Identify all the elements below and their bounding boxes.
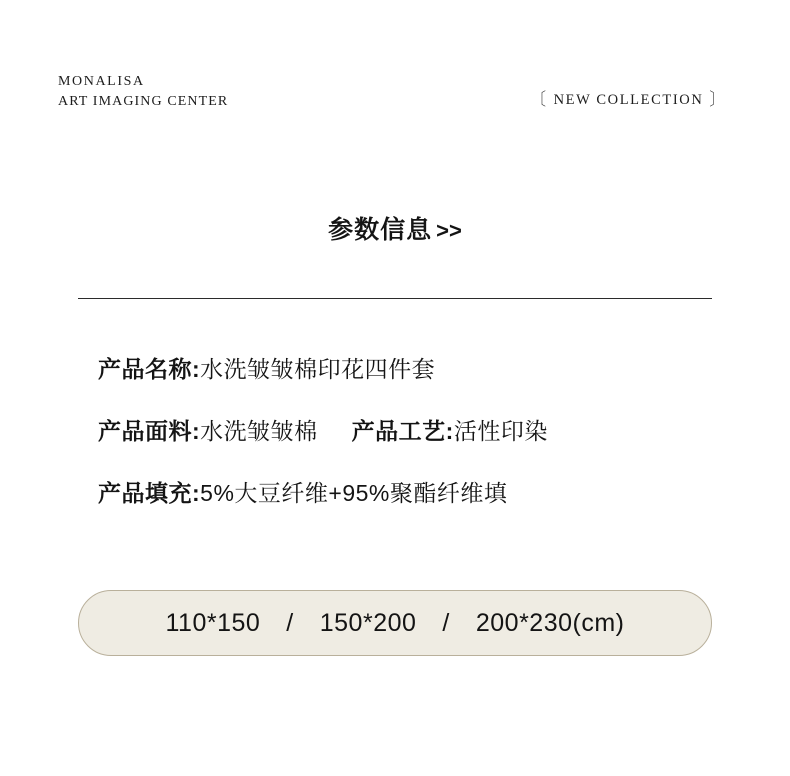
bracket-right: 〕 — [709, 91, 726, 110]
size-option: 110*150 — [165, 608, 261, 637]
brand-logo — [58, 72, 228, 113]
spec-value-secondary: 活性印染 — [453, 417, 548, 444]
brand-subtitle: ART IMAGING CENTER — [58, 94, 229, 110]
size-separator: / — [286, 608, 294, 637]
page-header — [0, 64, 790, 124]
spec-value: 水洗皱皱棉 — [200, 417, 318, 444]
spec-label: 产品名称: — [98, 356, 201, 382]
bracket-left: 〔 — [530, 91, 548, 110]
page-title — [0, 210, 790, 246]
spec-label: 产品填充: — [98, 479, 201, 506]
spec-row — [98, 417, 718, 447]
size-option: 150*200 — [319, 608, 417, 637]
divider — [78, 298, 712, 299]
size-option: 200*230(cm) — [475, 608, 625, 637]
brand-name: MONALISA — [58, 74, 145, 89]
page-title-text: 参数信息 — [328, 216, 433, 244]
spec-list — [98, 355, 718, 541]
spec-label: 产品面料: — [98, 417, 201, 444]
spec-value: 5%大豆纤维+95%聚酯纤维填 — [200, 479, 508, 506]
spec-row — [98, 355, 718, 385]
new-collection-label: NEW COLLECTION — [553, 92, 704, 108]
spec-label-secondary: 产品工艺: — [351, 417, 454, 444]
spec-value: 水洗皱皱棉印花四件套 — [200, 356, 436, 382]
chevron-double-right-icon: >> — [436, 218, 462, 243]
size-separator: / — [442, 608, 450, 637]
size-options-pill — [78, 590, 712, 656]
spec-row — [98, 479, 718, 509]
new-collection-badge — [525, 88, 732, 109]
